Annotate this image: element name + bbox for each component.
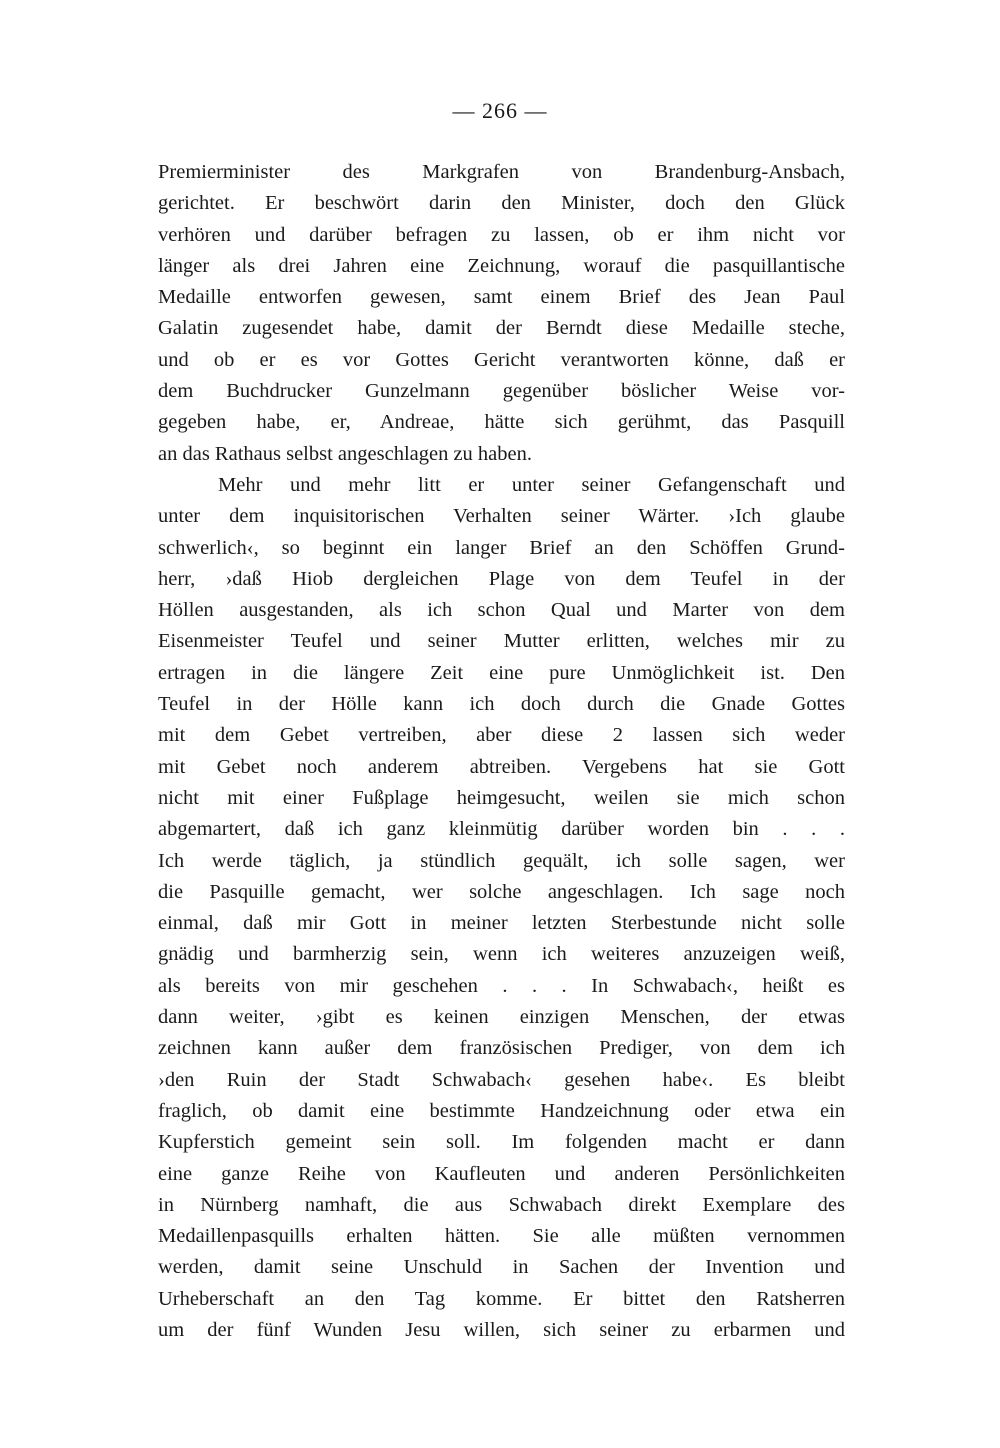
page-number: — 266 — — [452, 98, 548, 123]
text-line: einmal, daß mir Gott in meiner letzten Sterbestunde nicht solle — [158, 912, 845, 935]
body-text — [158, 157, 845, 1346]
text-line: ertragen in die längere Zeit eine pure Unmöglichkeit ist. Den — [158, 661, 845, 684]
text-line: verhören und darüber befragen zu lassen, ob er ihm nicht vor — [158, 223, 845, 246]
text-line: dem Buchdrucker Gunzelmann gegenüber böslicher Weise vor- — [158, 380, 845, 403]
text-line: in Nürnberg namhaft, die aus Schwabach direkt Exemplare des — [158, 1193, 845, 1216]
text-line: Kupferstich gemeint sein soll. Im folgenden macht er dann — [158, 1131, 845, 1154]
text-line: länger als drei Jahren eine Zeichnung, worauf die pasquillantische — [158, 254, 845, 277]
text-line: Eisenmeister Teufel und seiner Mutter erlitten, welches mir zu — [158, 630, 845, 653]
text-line: um der fünf Wunden Jesu willen, sich seiner zu erbarmen und — [158, 1318, 845, 1341]
text-line: mit Gebet noch anderem abtreiben. Vergebens hat sie Gott — [158, 755, 845, 778]
text-line: Galatin zugesendet habe, damit der Berndt diese Medaille steche, — [158, 317, 845, 340]
text-line: zeichnen kann außer dem französischen Prediger, von dem ich — [158, 1037, 845, 1060]
text-line: Medaille entworfen gewesen, samt einem Brief des Jean Paul — [158, 286, 845, 309]
text-line: Urheberschaft an den Tag komme. Er bittet den Ratsherren — [158, 1287, 845, 1310]
text-line: Medaillenpasquills erhalten hätten. Sie alle müßten vernommen — [158, 1225, 845, 1248]
text-line: herr, ›daß Hiob dergleichen Plage von dem Teufel in der — [158, 567, 845, 590]
text-line: an das Rathaus selbst angeschlagen zu haben. — [158, 442, 533, 465]
text-line: schwerlich‹, so beginnt ein langer Brief an den Schöffen Grund- — [158, 536, 845, 559]
text-line: als bereits von mir geschehen . . . In Schwabach‹, heißt es — [158, 974, 845, 997]
text-line: und ob er es vor Gottes Gericht verantworten könne, daß er — [158, 348, 845, 371]
text-line: gnädig und barmherzig sein, wenn ich weiteres anzuzeigen weiß, — [158, 943, 845, 966]
text-line: mit dem Gebet vertreiben, aber diese 2 lassen sich weder — [158, 724, 845, 747]
text-line: werden, damit seine Unschuld in Sachen der Invention und — [158, 1256, 845, 1279]
text-line: eine ganze Reihe von Kaufleuten und anderen Persönlichkeiten — [158, 1162, 845, 1185]
text-line: dann weiter, ›gibt es keinen einzigen Menschen, der etwas — [158, 1006, 845, 1029]
text-line: unter dem inquisitorischen Verhalten seiner Wärter. ›Ich glaube — [158, 505, 845, 528]
text-line: gegeben habe, er, Andreae, hätte sich gerühmt, das Pasquill — [158, 411, 845, 434]
text-line: Höllen ausgestanden, als ich schon Qual und Marter von dem — [158, 599, 845, 622]
text-line: ›den Ruin der Stadt Schwabach‹ gesehen habe‹. Es bleibt — [158, 1068, 845, 1091]
text-line: gerichtet. Er beschwört darin den Minister, doch den Glück — [158, 192, 845, 215]
text-line: Mehr und mehr litt er unter seiner Gefangenschaft und — [218, 473, 845, 496]
paragraph-2 — [158, 470, 845, 1346]
text-line: Premierminister des Markgrafen von Brandenburg-Ansbach, — [158, 161, 845, 183]
text-line: Ich werde täglich, ja stündlich gequält, ich solle sagen, wer — [158, 849, 845, 872]
text-line: fraglich, ob damit eine bestimmte Handzeichnung oder etwa ein — [158, 1099, 845, 1122]
text-line: die Pasquille gemacht, wer solche angeschlagen. Ich sage noch — [158, 880, 845, 903]
text-line: Teufel in der Hölle kann ich doch durch die Gnade Gottes — [158, 693, 845, 716]
paragraph-1 — [158, 157, 845, 470]
text-line: abgemartert, daß ich ganz kleinmütig darüber worden bin . . . — [158, 818, 845, 841]
text-line: nicht mit einer Fußplage heimgesucht, weilen sie mich schon — [158, 786, 845, 809]
